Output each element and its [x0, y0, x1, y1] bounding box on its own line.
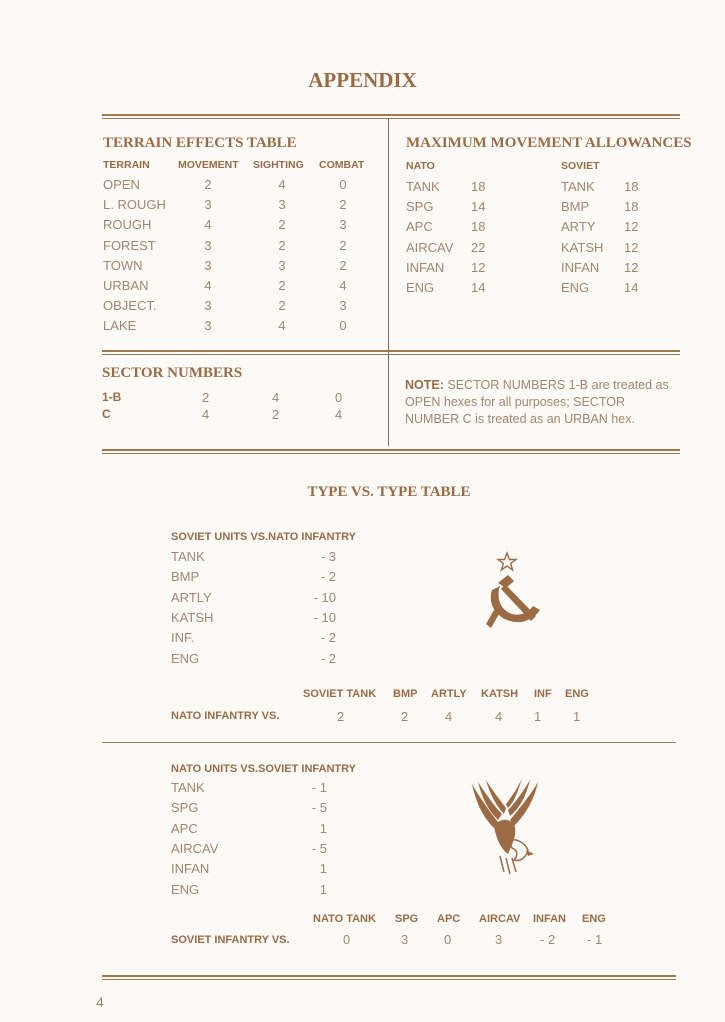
nato-unit-name: TANK	[406, 179, 440, 194]
matrix-value: 1	[534, 709, 542, 724]
terrain-value: 2	[278, 237, 286, 253]
terrain-value: 4	[339, 278, 347, 293]
terrain-value: 3	[204, 318, 212, 334]
unit-name: INF.	[171, 630, 195, 646]
terrain-name: URBAN	[103, 278, 149, 293]
sector-note	[405, 377, 680, 428]
unit-modifier: - 10	[313, 609, 336, 625]
terrain-header-movement: MOVEMENT	[178, 159, 239, 171]
eagle-icon	[468, 778, 546, 878]
terrain-name: ROUGH	[103, 217, 152, 233]
unit-modifier: 1	[319, 861, 327, 877]
terrain-name: OPEN	[103, 177, 140, 192]
unit-name: ENG	[171, 650, 200, 666]
soviet-unit-name: KATSH	[561, 239, 604, 255]
matrix-value: 0	[444, 932, 452, 947]
unit-modifier: - 2	[320, 569, 336, 585]
col-header: ENG	[582, 913, 606, 925]
nato-vs-soviet-heading: NATO UNITS VS.SOVIET INFANTRY	[171, 763, 356, 775]
hammer-sickle-star-icon	[478, 550, 548, 636]
terrain-header-sighting: SIGHTING	[253, 159, 304, 171]
terrain-name: OBJECT.	[103, 298, 157, 314]
middle-rule	[102, 350, 680, 355]
nato-unit-value: 12	[471, 259, 486, 275]
unit-name: BMP	[171, 569, 200, 585]
soviet-unit-value: 18	[624, 199, 639, 215]
soviet-unit-name: ARTY	[561, 219, 596, 235]
terrain-value: 0	[339, 318, 347, 334]
terrain-value: 2	[204, 177, 212, 192]
terrain-value: 3	[339, 298, 347, 314]
terrain-value: 4	[204, 217, 212, 233]
nato-unit-value: 14	[471, 199, 486, 215]
terrain-value: 2	[339, 237, 347, 253]
soviet-unit-name: INFAN	[561, 259, 600, 275]
matrix-value: 3	[495, 932, 503, 947]
soviet-unit-name: ENG	[561, 280, 590, 295]
terrain-value: 3	[204, 237, 212, 253]
matrix-value: 0	[343, 932, 351, 947]
sector-value: 2	[272, 407, 280, 422]
col-header: SPG	[395, 913, 419, 925]
matrix-value: 4	[445, 709, 453, 724]
movement-table-title: MAXIMUM MOVEMENT ALLOWANCES	[406, 135, 692, 151]
matrix-value: 1	[573, 709, 581, 724]
soviet-unit-value: 12	[624, 219, 639, 235]
unit-name: INFAN	[171, 861, 210, 877]
col-header: KATSH	[481, 688, 519, 700]
row-label: SOVIET INFANTRY VS.	[171, 934, 290, 946]
terrain-value: 3	[204, 197, 212, 213]
soviet-unit-value: 12	[624, 259, 639, 275]
unit-name: SPG	[171, 800, 199, 816]
nato-unit-name: AIRCAV	[406, 239, 454, 255]
sector-value: 4	[272, 390, 280, 405]
col-header: ARTLY	[431, 688, 467, 700]
terrain-value: 3	[339, 217, 347, 233]
terrain-name: LAKE	[103, 318, 137, 334]
unit-modifier: - 2	[320, 650, 336, 666]
nato-unit-value: 18	[471, 179, 486, 194]
nato-unit-value: 22	[471, 239, 486, 255]
soviet-unit-value: 14	[624, 280, 639, 295]
soviet-unit-value: 18	[624, 179, 639, 194]
terrain-value: 4	[204, 278, 212, 293]
sector-title: SECTOR NUMBERS	[102, 365, 243, 381]
terrain-header-terrain: TERRAIN	[103, 159, 150, 171]
terrain-value: 2	[278, 298, 286, 314]
sector-name: 1-B	[102, 390, 122, 404]
matrix-value: 4	[495, 709, 503, 724]
col-header: NATO TANK	[313, 913, 376, 925]
unit-name: ENG	[171, 881, 200, 897]
nato-unit-value: 18	[471, 219, 486, 235]
soviet-vs-nato-heading: SOVIET UNITS VS.NATO INFANTRY	[171, 531, 356, 543]
nato-unit-value: 14	[471, 280, 486, 295]
unit-modifier: 1	[319, 881, 327, 897]
terrain-value: 2	[339, 197, 347, 213]
terrain-header-combat: COMBAT	[319, 159, 365, 171]
page-number: 4	[96, 994, 104, 1010]
terrain-value: 3	[278, 197, 286, 213]
lower-rule	[102, 449, 680, 454]
sector-value: 4	[335, 407, 343, 422]
sector-name: C	[102, 407, 111, 421]
col-header: ENG	[565, 688, 589, 700]
terrain-value: 3	[204, 257, 212, 273]
unit-modifier: - 1	[311, 780, 327, 795]
col-header: SOVIET TANK	[303, 688, 377, 700]
terrain-value: 3	[204, 298, 212, 314]
section-rule	[102, 742, 676, 743]
row-label: NATO INFANTRY VS.	[171, 710, 280, 722]
unit-name: TANK	[171, 780, 205, 795]
col-header: BMP	[393, 688, 418, 700]
terrain-value: 2	[339, 257, 347, 273]
bottom-rule	[102, 975, 676, 980]
terrain-name: FOREST	[103, 237, 156, 253]
soviet-unit-value: 12	[624, 239, 639, 255]
col-header: APC	[437, 913, 461, 925]
unit-name: ARTLY	[171, 589, 212, 605]
page-title: APPENDIX	[308, 68, 417, 92]
terrain-value: 2	[278, 217, 286, 233]
nato-unit-name: SPG	[406, 199, 434, 215]
soviet-header: SOVIET	[561, 160, 600, 172]
matrix-value: 2	[401, 709, 409, 724]
soviet-unit-name: TANK	[561, 179, 595, 194]
soviet-unit-name: BMP	[561, 199, 590, 215]
terrain-value: 0	[339, 177, 347, 192]
matrix-value: 2	[337, 709, 345, 724]
terrain-value: 4	[278, 177, 286, 192]
unit-modifier: - 10	[313, 589, 336, 605]
unit-name: KATSH	[171, 609, 214, 625]
note-text: SECTOR NUMBERS 1-B are treated as OPEN hexes for all purposes; SECTOR NUMBER C is treated as an URBAN hex.	[405, 378, 669, 426]
unit-name: AIRCAV	[171, 840, 219, 856]
col-header: INF	[534, 688, 552, 700]
unit-modifier: - 5	[311, 840, 327, 856]
unit-name: APC	[171, 820, 198, 836]
top-rule	[102, 114, 680, 119]
terrain-value: 2	[278, 278, 286, 293]
col-header: AIRCAV	[479, 913, 521, 925]
unit-modifier: 1	[319, 820, 327, 836]
terrain-table-title: TERRAIN EFFECTS TABLE	[103, 135, 297, 151]
sector-value: 4	[202, 407, 210, 422]
unit-modifier: - 3	[320, 549, 336, 564]
type-table-title: TYPE VS. TYPE TABLE	[307, 484, 471, 500]
terrain-name: L. ROUGH	[103, 197, 166, 213]
col-header: INFAN	[533, 913, 566, 925]
unit-modifier: - 5	[311, 800, 327, 816]
terrain-value: 4	[278, 318, 286, 334]
nato-unit-name: INFAN	[406, 259, 445, 275]
nato-header: NATO	[406, 160, 435, 172]
note-label: NOTE:	[405, 378, 444, 392]
unit-name: TANK	[171, 549, 205, 564]
section-divider	[388, 118, 389, 446]
sector-value: 2	[202, 390, 210, 405]
terrain-value: 3	[278, 257, 286, 273]
nato-unit-name: APC	[406, 219, 433, 235]
nato-unit-name: ENG	[406, 280, 435, 295]
matrix-value: - 2	[540, 932, 556, 947]
unit-modifier: - 2	[320, 630, 336, 646]
terrain-name: TOWN	[103, 257, 143, 273]
matrix-value: 3	[401, 932, 409, 947]
sector-value: 0	[335, 390, 343, 405]
matrix-value: - 1	[587, 932, 603, 947]
